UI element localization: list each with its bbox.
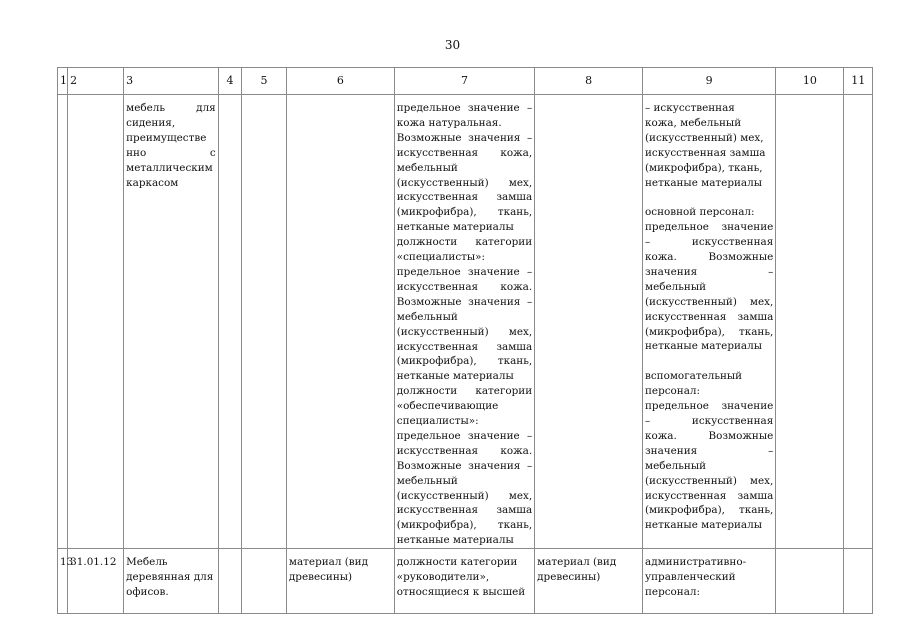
text-line: (искусственный) мех,: [396, 489, 533, 502]
text-line: нетканые материалы: [396, 370, 514, 383]
text-line: предельное значение –: [396, 102, 533, 114]
text-line: кожа натуральная.: [396, 116, 502, 129]
column-header-1: 1: [58, 68, 68, 95]
text-line: административно-: [645, 556, 747, 569]
text-line: должности категории: [396, 236, 533, 249]
text-line: предельное значение: [645, 221, 774, 234]
text-line: кожа. Возможные: [645, 251, 774, 264]
text-line: (микрофибра), ткань,: [645, 325, 774, 338]
text-line: (искусственный) мех,: [645, 131, 764, 144]
text-line: сидения,: [126, 116, 176, 129]
text-line: искусственная замша: [645, 489, 774, 502]
paragraph: [397, 429, 532, 548]
text-line: нетканые материалы: [396, 221, 514, 234]
paragraph: [397, 384, 532, 429]
text-line: персонал:: [645, 586, 701, 598]
text-line: Возможные значения –: [396, 131, 533, 144]
table-cell: [124, 549, 219, 614]
table-cell: [286, 549, 394, 614]
table-cell: [124, 95, 219, 549]
text-line: значения –: [645, 444, 774, 457]
paragraph: [645, 399, 773, 533]
text-line: деревянная для: [126, 571, 214, 584]
paragraph: [645, 131, 773, 146]
table-cell: [68, 95, 124, 549]
paragraph: [397, 570, 532, 585]
text-line: – искусственная: [645, 415, 774, 427]
text-line: искусственная замша: [396, 191, 533, 204]
text-line: нно с: [126, 146, 216, 159]
paragraph: [397, 101, 532, 131]
table-row: [58, 549, 873, 614]
paragraph: [126, 101, 216, 190]
text-line: (искусственный) мех,: [396, 176, 533, 189]
text-line: древесины): [288, 571, 353, 584]
paragraph: [645, 116, 773, 131]
column-header-5: 5: [242, 68, 287, 95]
text-line: (микрофибра), ткань,: [396, 355, 533, 368]
paragraph: [397, 265, 532, 384]
table-cell: [844, 549, 873, 614]
column-header-9: 9: [643, 68, 776, 95]
table-cell: [643, 95, 776, 549]
text-line: мебель для: [126, 102, 216, 114]
text-line: значения –: [645, 265, 774, 278]
table-cell: [218, 549, 241, 614]
text-line: искусственная кожа.: [396, 444, 533, 457]
text-line: должности категории: [396, 385, 533, 398]
text-line: нетканые материалы: [645, 340, 762, 353]
text-line: искусственная замша: [396, 340, 533, 353]
text-line: (искусственный) мех,: [645, 474, 774, 487]
text-line: управленческий: [645, 571, 736, 584]
table-cell: [68, 549, 124, 614]
paragraph: [537, 570, 640, 585]
text-line: предельное значение: [645, 400, 774, 413]
text-line: основной персонал:: [645, 206, 755, 219]
text-line: мебельный: [396, 161, 458, 174]
paragraph: [645, 570, 773, 585]
text-line: 31.01.12: [70, 556, 117, 569]
paragraph: [645, 369, 773, 399]
text-line: преимуществе: [126, 131, 207, 144]
text-line: нетканые материалы: [645, 519, 762, 532]
text-line: искусственная замша: [396, 504, 533, 517]
text-line: каркасом: [126, 176, 179, 189]
table-cell: [776, 95, 844, 549]
paragraph: [289, 570, 392, 585]
column-header-2: 2: [68, 68, 124, 95]
paragraph: [60, 555, 74, 570]
column-header-3: 3: [124, 68, 219, 95]
paragraph: [645, 190, 773, 205]
table-cell: [535, 549, 643, 614]
text-line: металлическим: [126, 161, 213, 174]
paragraph: [645, 220, 773, 354]
paragraph: [645, 205, 773, 220]
text-line: Мебель: [126, 556, 168, 569]
text-line: кожа, мебельный: [645, 116, 742, 129]
page-number: 30: [444, 38, 461, 52]
column-header-11: 11: [844, 68, 873, 95]
paragraph: [645, 176, 773, 191]
text-line: предельное значение –: [396, 429, 533, 442]
specification-table: [57, 67, 873, 614]
text-line: [645, 190, 773, 205]
text-line: нетканые материалы: [645, 176, 762, 189]
paragraph: [126, 555, 216, 570]
table-cell: [776, 549, 844, 614]
text-line: 13: [60, 556, 74, 569]
column-header-10: 10: [776, 68, 844, 95]
paragraph: [645, 101, 773, 116]
text-line: Возможные значения –: [396, 295, 533, 308]
column-header-4: 4: [218, 68, 241, 95]
paragraph: [537, 555, 640, 570]
paragraph: [126, 570, 216, 585]
header-row: [58, 68, 873, 95]
text-line: (искусственный) мех,: [645, 295, 774, 308]
paragraph: [645, 146, 773, 161]
table-row: [58, 95, 873, 549]
table-cell: [242, 549, 287, 614]
text-line: (микрофибра), ткань,: [396, 519, 533, 532]
text-line: Возможные значения –: [396, 459, 533, 472]
paragraph: [397, 235, 532, 265]
paragraph: [645, 354, 773, 369]
text-line: искусственная кожа,: [396, 146, 533, 159]
table-cell: [286, 95, 394, 549]
table-cell: [394, 549, 534, 614]
table-cell: [58, 549, 74, 614]
paragraph: [645, 555, 773, 570]
column-header-7: 7: [394, 68, 534, 95]
paragraph: [397, 131, 532, 235]
paragraph: [645, 585, 773, 600]
text-line: искусственная кожа.: [396, 280, 533, 293]
table-cell: [218, 95, 241, 549]
text-line: вспомогательный: [645, 370, 743, 383]
text-line: (искусственный) мех,: [396, 325, 533, 338]
text-line: – искусственная: [645, 102, 735, 114]
table-cell: [242, 95, 287, 549]
text-line: – искусственная: [645, 236, 774, 249]
table-cell: [844, 95, 873, 549]
text-line: мебельный: [396, 310, 458, 323]
table-cell: [394, 95, 534, 549]
text-line: мебельный: [645, 280, 707, 293]
text-line: предельное значение –: [396, 265, 533, 278]
text-line: специалисты»:: [396, 415, 479, 428]
text-line: офисов.: [126, 586, 169, 598]
table-cell: [643, 549, 776, 614]
column-header-8: 8: [535, 68, 643, 95]
text-line: мебельный: [645, 459, 707, 472]
text-line: древесины): [537, 571, 601, 584]
text-line: (микрофибра), ткань,: [645, 161, 763, 174]
text-line: «специалисты»:: [396, 251, 486, 264]
text-line: персонал:: [645, 385, 701, 398]
text-line: нетканые материалы: [396, 534, 514, 547]
table-cell: [58, 95, 68, 549]
column-header-6: 6: [286, 68, 394, 95]
text-line: «руководители»,: [396, 571, 490, 584]
table-cell: [535, 95, 643, 549]
text-line: «обеспечивающие: [396, 400, 499, 413]
paragraph: [397, 555, 532, 570]
text-line: искусственная замша: [645, 310, 774, 323]
text-line: кожа. Возможные: [645, 429, 774, 442]
text-line: искусственная замша: [645, 146, 766, 159]
paragraph: [645, 161, 773, 176]
paragraph: [397, 585, 532, 600]
text-line: материал (вид: [537, 556, 617, 569]
text-line: материал (вид: [288, 556, 368, 569]
text-line: относящиеся к высшей: [396, 586, 526, 598]
text-line: должности категории: [396, 556, 518, 569]
text-line: мебельный: [396, 474, 458, 487]
paragraph: [70, 555, 121, 570]
text-line: (микрофибра), ткань,: [396, 206, 533, 219]
paragraph: [126, 585, 216, 600]
paragraph: [289, 555, 392, 570]
text-line: (микрофибра), ткань,: [645, 504, 774, 517]
text-line: [645, 354, 773, 369]
